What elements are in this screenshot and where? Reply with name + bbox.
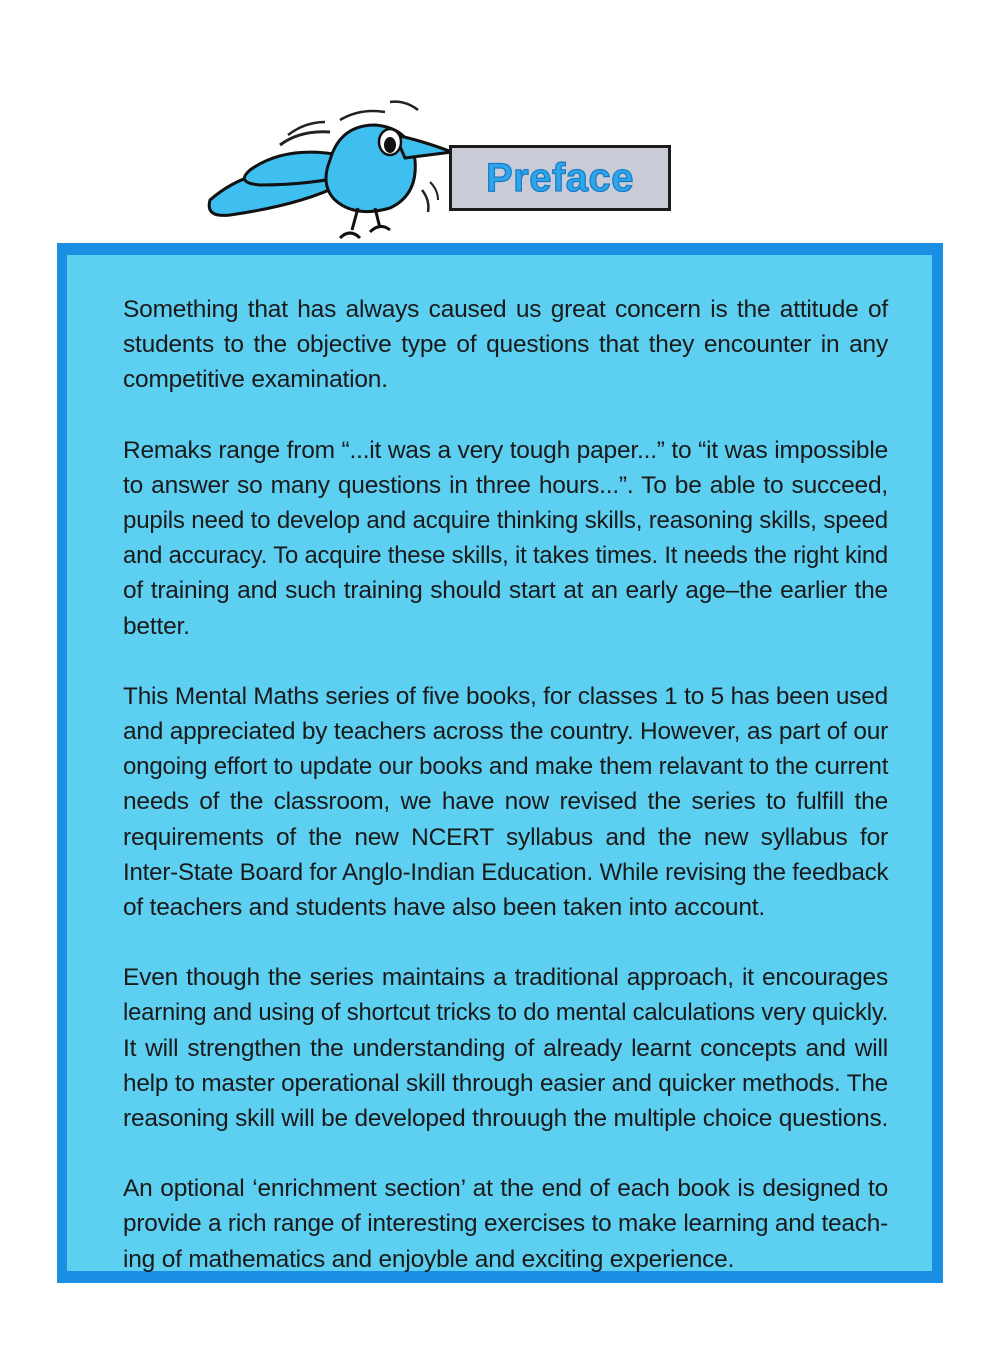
- text-line: It will strengthen the understanding of already learnt concepts and will: [123, 1034, 888, 1062]
- paragraph: [123, 292, 888, 398]
- text-line: needs of the classroom, we have now revised the series to fulfill the: [123, 788, 888, 816]
- text-line: to answer so many questions in three hours...”. To be able to succeed,: [123, 471, 888, 499]
- text-line: students to the objective type of questions that they encounter in any: [123, 331, 888, 359]
- text-line: provide a rich range of interesting exercises to make learning and teach-: [123, 1210, 888, 1238]
- page-title: Preface: [485, 155, 635, 200]
- text-line: ongoing effort to update our books and make them relavant to the current: [123, 753, 889, 781]
- text-line: This Mental Maths series of five books, for classes 1 to 5 has been used: [123, 682, 888, 710]
- text-line: An optional ‘enrichment section’ at the end of each book is designed to: [123, 1175, 888, 1203]
- text-line: requirements of the new NCERT syllabus and the new syllabus for: [123, 823, 888, 851]
- bird-mascot-icon: [190, 90, 490, 250]
- paragraph: [123, 960, 888, 1136]
- text-line: of teachers and students have also been taken into account.: [123, 894, 765, 922]
- text-line: ing of mathematics and enjoyble and exciting experience.: [123, 1245, 735, 1273]
- text-line: Remaks range from “...it was a very tough paper...” to “it was impossible: [123, 436, 888, 464]
- text-line: Inter-State Board for Anglo-Indian Education. While revising the feedback: [123, 858, 889, 886]
- text-line: Something that has always caused us great concern is the attitude of: [123, 296, 888, 323]
- text-line: reasoning skill will be developed throuugh the multiple choice questions.: [123, 1105, 889, 1133]
- text-line: and appreciated by teachers across the country. However, as part of our: [123, 718, 889, 746]
- paragraph: [123, 1171, 888, 1277]
- text-line: pupils need to develop and acquire thinking skills, reasoning skills, speed: [123, 507, 888, 535]
- preface-panel: [57, 243, 943, 1283]
- paragraph: [123, 679, 888, 925]
- text-line: Even though the series maintains a traditional approach, it encourages: [123, 964, 888, 992]
- text-line: better.: [123, 612, 190, 640]
- title-box: [449, 145, 671, 211]
- paragraph: [123, 433, 888, 644]
- text-line: competitive examination.: [123, 366, 388, 394]
- text-line: and accuracy. To acquire these skills, it takes times. It needs the right kind: [123, 542, 888, 570]
- text-line: learning and using of shortcut tricks to do mental calculations very quickly.: [123, 999, 889, 1027]
- text-line: of training and such training should start at an early age–the earlier the: [123, 577, 888, 605]
- text-line: help to master operational skill through easier and quicker methods. The: [123, 1069, 888, 1097]
- preface-panel-inner: [67, 255, 932, 1271]
